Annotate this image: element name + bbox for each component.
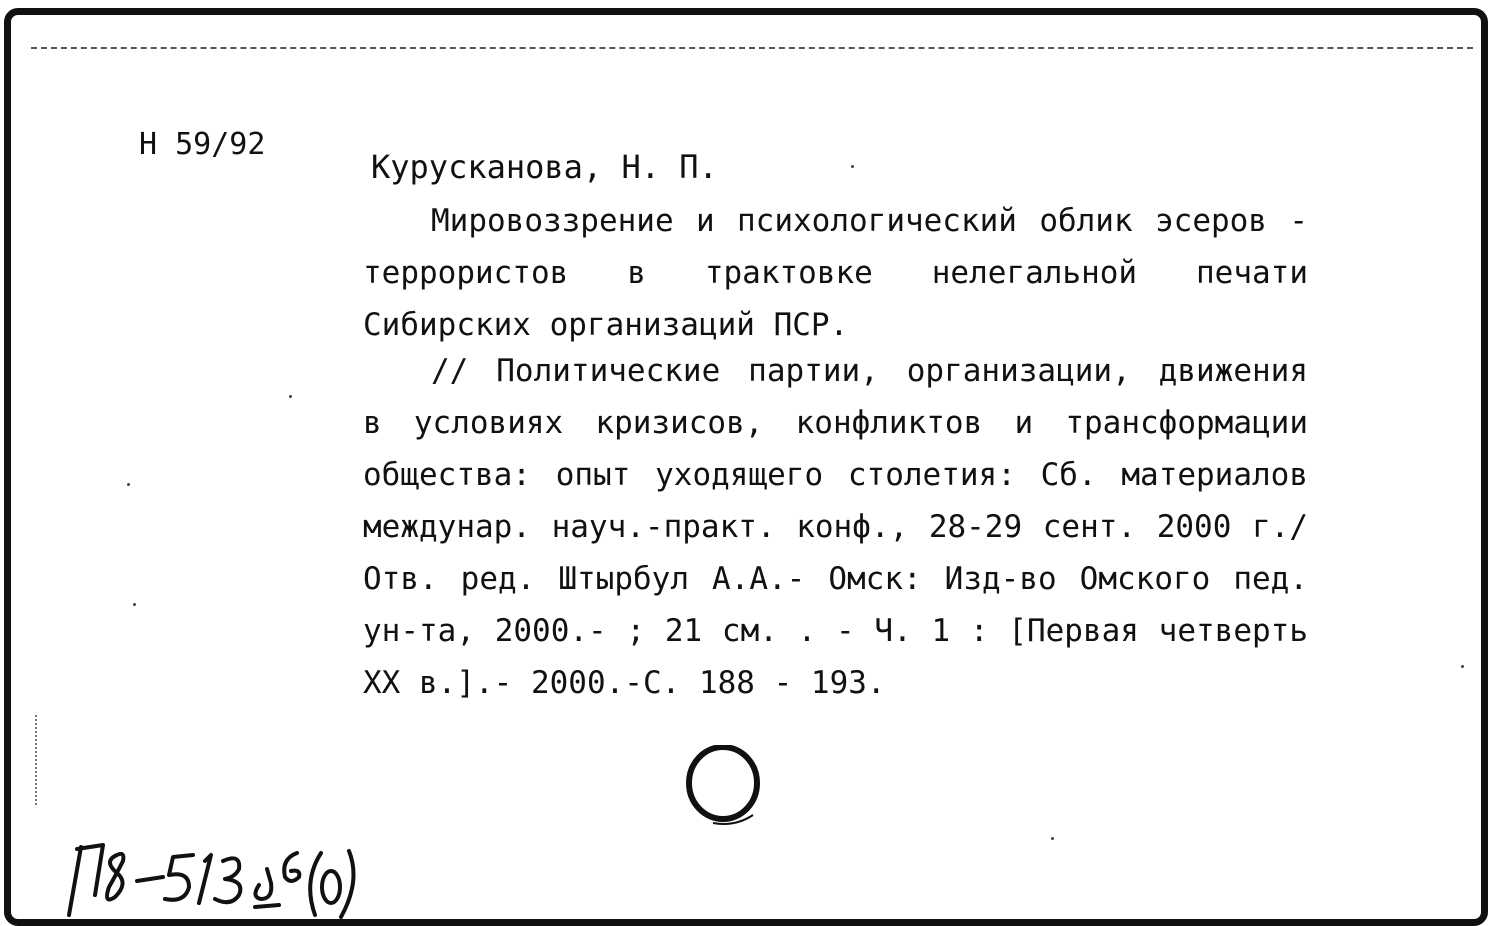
shelfmark: Н 59/92 bbox=[139, 127, 266, 162]
speck bbox=[289, 395, 292, 398]
speck bbox=[1051, 837, 1054, 840]
source-description: // Политические партии, организации, движения в условиях кризисов, конфликтов и трансформации общества: опыт уходящего столетия: Сб. материалов междунар. науч.-практ. конф., 28-29 сент. 2000 г./ Отв. ред. Штырбул А.А.- Омск: Изд-во Омского пед. ун-та, 2000.- ; 21 см. . - Ч. 1 : [Первая четверть XX в.].- 2000.-С. 188 - 193. bbox=[363, 353, 1308, 701]
handwritten-inventory-number bbox=[59, 825, 419, 925]
author-heading: Курусканова, Н. П. bbox=[371, 148, 718, 186]
speck bbox=[127, 483, 130, 486]
perforation-line bbox=[31, 47, 1473, 49]
title-statement: Мировоззрение и психологический облик эсеров - террористов в трактовке нелегальной печати Сибирских организаций ПСР. bbox=[363, 203, 1308, 343]
edge-marks bbox=[35, 715, 37, 805]
speck bbox=[851, 165, 854, 168]
speck bbox=[1461, 665, 1464, 668]
speck bbox=[133, 603, 136, 606]
catalog-card bbox=[4, 8, 1488, 926]
punch-hole-circle bbox=[683, 745, 763, 825]
